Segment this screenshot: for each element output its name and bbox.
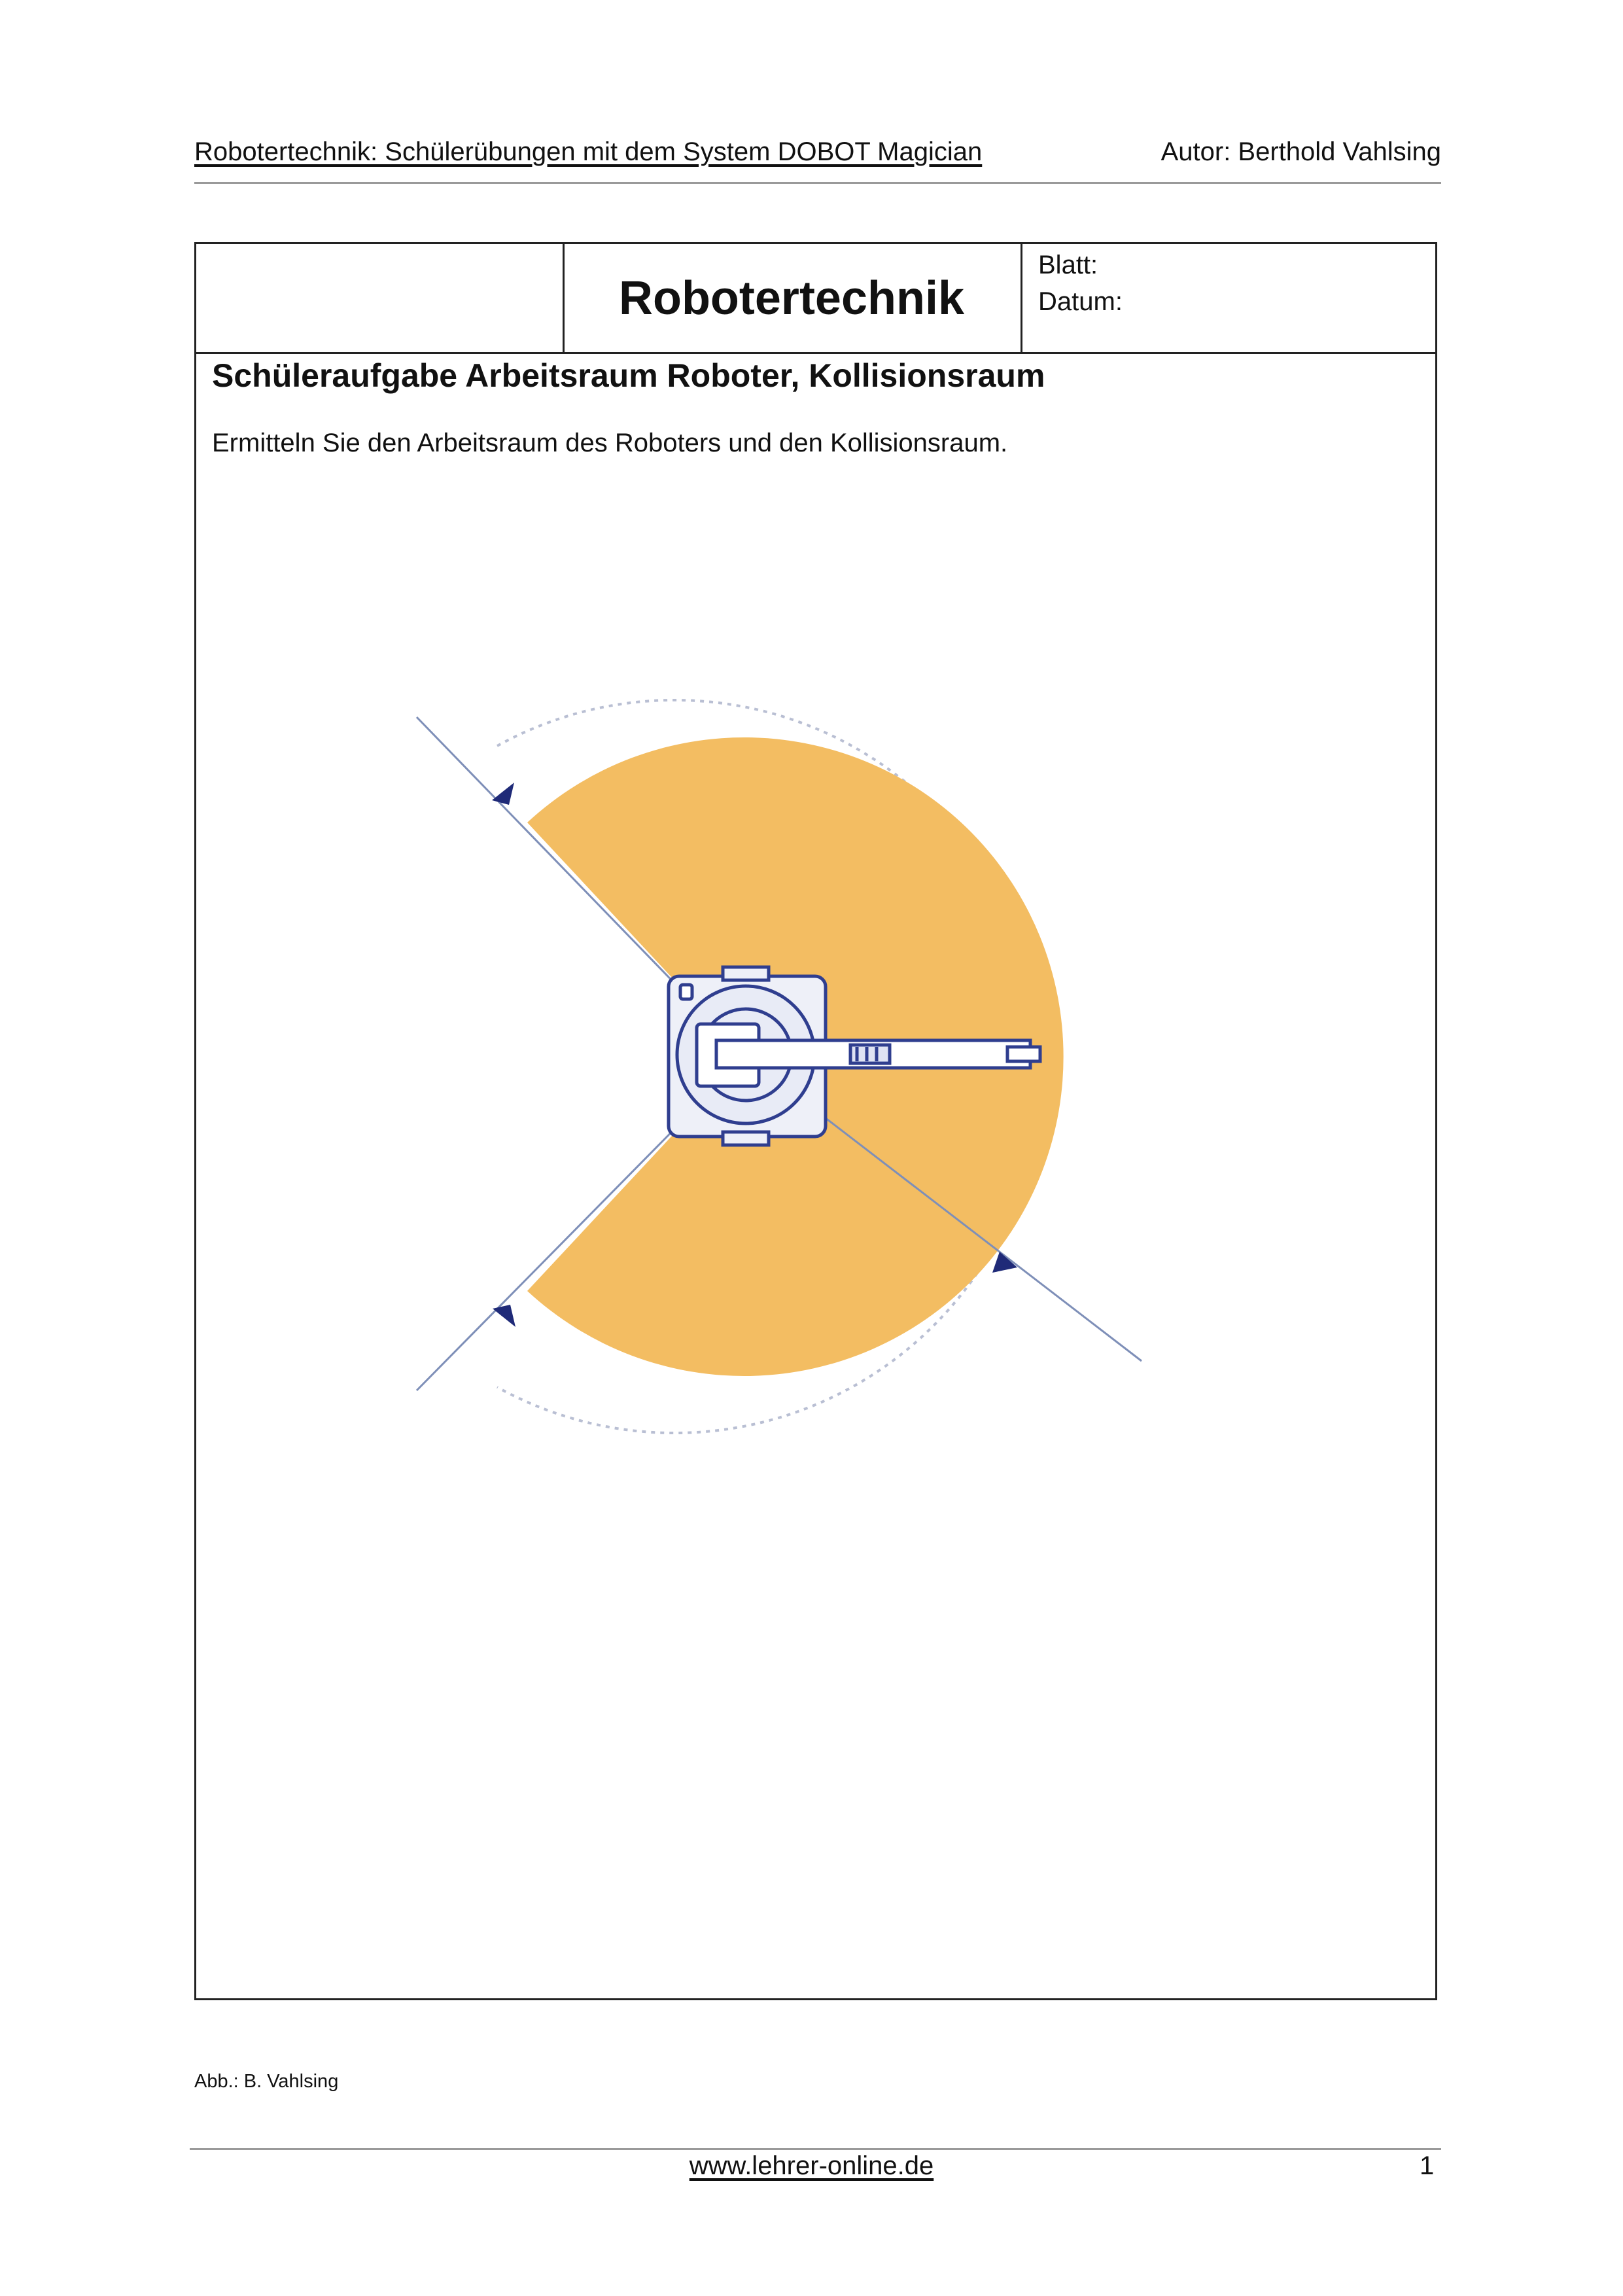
blatt-label: Blatt:	[1038, 251, 1098, 279]
task-title: Schüleraufgabe Arbeitsraum Roboter, Kollisionsraum	[212, 357, 1045, 394]
task-text: Ermitteln Sie den Arbeitsraum des Roboters und den Kollisionsraum.	[212, 429, 1008, 457]
header-author: Autor: Berthold Vahlsing	[1161, 137, 1441, 166]
page-number: 1	[1420, 2151, 1435, 2180]
worksheet-title: Robotertechnik	[563, 244, 1022, 352]
figure-caption: Abb.: B. Vahlsing	[194, 2071, 339, 2092]
datum-label: Datum:	[1038, 287, 1123, 316]
footer-divider	[190, 2148, 1441, 2150]
header-title: Robotertechnik: Schülerübungen mit dem System DOBOT Magician	[194, 137, 983, 166]
arrow-lower-icon	[493, 1305, 515, 1327]
arrow-upper-icon	[492, 783, 514, 805]
footer-url-link[interactable]: www.lehrer-online.de	[689, 2151, 934, 2180]
robot-end-effector	[1007, 1047, 1040, 1061]
